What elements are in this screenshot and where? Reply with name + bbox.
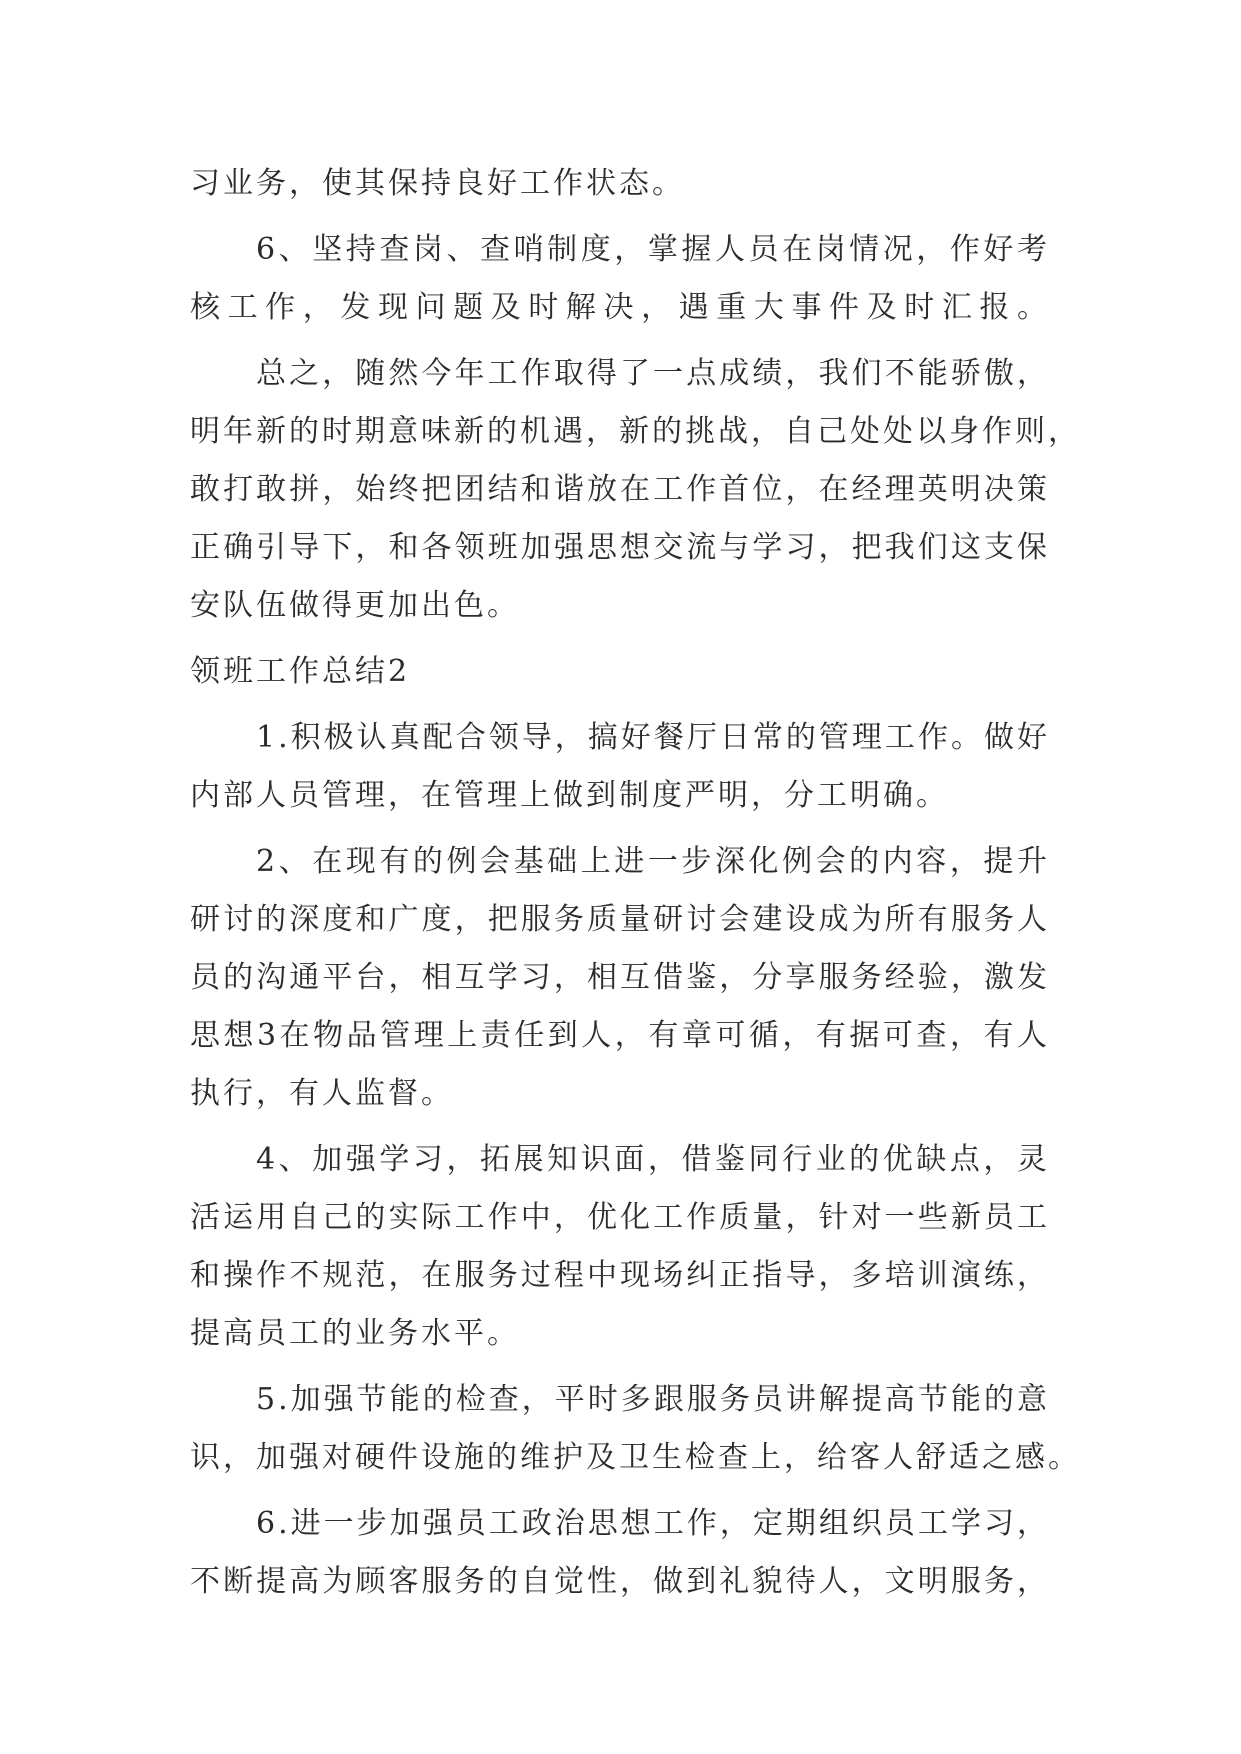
paragraph-line: 正确引导下，和各领班加强思想交流与学习，把我们这支保 [190, 530, 1050, 565]
document-body [190, 155, 1081, 1611]
paragraph-line: 安队伍做得更加出色。 [190, 588, 520, 623]
section-heading: 领班工作总结2 [190, 654, 411, 689]
paragraph-line: 总之，随然今年工作取得了一点成绩，我们不能骄傲， [256, 356, 1050, 391]
paragraph-line: 5.加强节能的检查，平时多跟服务员讲解提高节能的意 [256, 1382, 1050, 1417]
paragraph-line: 内部人员管理，在管理上做到制度严明，分工明确。 [190, 778, 949, 813]
paragraph-line: 明年新的时期意味新的机遇，新的挑战，自己处处以身作则， [190, 414, 1081, 449]
paragraph-line: 习业务，使其保持良好工作状态。 [190, 166, 685, 201]
paragraph-line: 活运用自己的实际工作中，优化工作质量，针对一些新员工 [190, 1200, 1050, 1235]
paragraph-line: 思想3在物品管理上责任到人，有章可循，有据可查，有人 [190, 1018, 1050, 1053]
paragraph-line: 执行，有人监督。 [190, 1076, 454, 1111]
paragraph-line: 1.积极认真配合领导，搞好餐厅日常的管理工作。做好 [256, 720, 1050, 755]
paragraph-line: 4、加强学习，拓展知识面，借鉴同行业的优缺点，灵 [256, 1142, 1050, 1177]
paragraph-line: 核工作，发现问题及时解决，遇重大事件及时汇报。 [190, 290, 1050, 325]
paragraph-line: 6.进一步加强员工政治思想工作，定期组织员工学习， [256, 1506, 1050, 1541]
paragraph-line: 研讨的深度和广度，把服务质量研讨会建设成为所有服务人 [190, 902, 1050, 937]
paragraph-line: 和操作不规范，在服务过程中现场纠正指导，多培训演练， [190, 1258, 1050, 1293]
paragraph-line: 员的沟通平台，相互学习，相互借鉴，分享服务经验，激发 [190, 960, 1050, 995]
paragraph-line: 2、在现有的例会基础上进一步深化例会的内容，提升 [256, 844, 1050, 879]
paragraph-line: 敢打敢拼，始终把团结和谐放在工作首位，在经理英明决策 [190, 472, 1050, 507]
paragraph-line: 不断提高为顾客服务的自觉性，做到礼貌待人，文明服务， [190, 1564, 1050, 1599]
paragraph-line: 识，加强对硬件设施的维护及卫生检查上，给客人舒适之感。 [190, 1440, 1081, 1475]
paragraph-line: 提高员工的业务水平。 [190, 1316, 520, 1351]
paragraph-line: 6、坚持查岗、查哨制度，掌握人员在岗情况，作好考 [256, 232, 1050, 267]
